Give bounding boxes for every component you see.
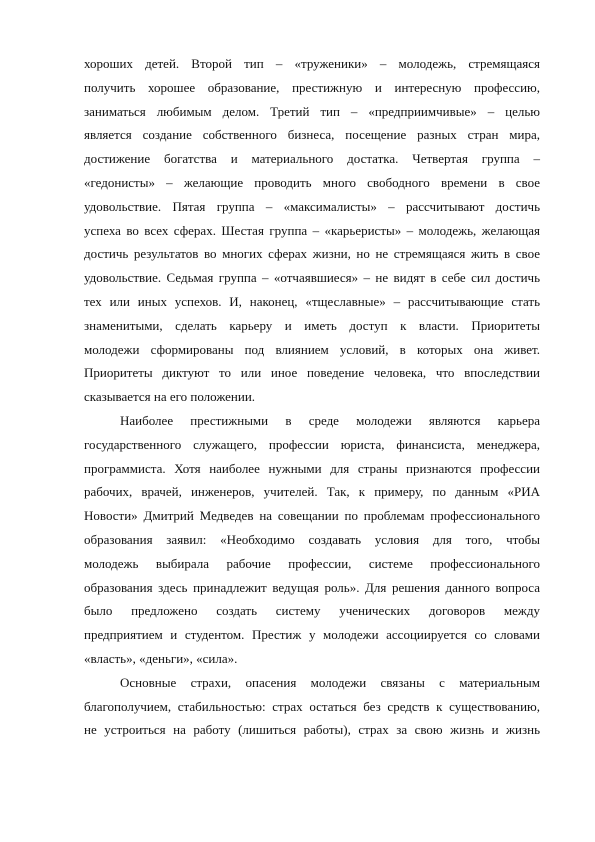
text-line: молодежи сформированы под влиянием условий, в которых она живет. xyxy=(84,341,540,357)
body-text xyxy=(84,52,540,742)
text-line: не устроиться на работу (лишиться работы), страх за свою жизнь и жизнь xyxy=(84,722,540,738)
text-line: достичь результатов во многих сферах жизни, но не стремящаяся жить в свое xyxy=(84,246,540,262)
text-line: Приоритеты диктуют то или иное поведение человека, что впоследствии xyxy=(84,365,540,381)
text-line: благополучием, стабильностью: страх остаться без средств к существованию, xyxy=(84,698,540,714)
paragraph-3 xyxy=(84,671,540,742)
text-line: успеха во всех сферах. Шестая группа – «карьеристы» – молодежь, желающая xyxy=(84,222,540,238)
text-line: знаменитыми, сделать карьеру и иметь доступ к власти. Приоритеты xyxy=(84,317,540,333)
text-line: программиста. Хотя наиболее нужными для страны признаются профессии xyxy=(84,460,540,476)
text-line: «гедонисты» – желающие проводить много свободного времени в свое xyxy=(84,174,540,190)
text-line: предприятием и студентом. Престиж у молодежи ассоциируется со словами xyxy=(84,627,540,643)
text-line: образования заявил: «Необходимо создавать условия для того, чтобы xyxy=(84,531,540,547)
paragraph-2 xyxy=(84,409,540,671)
text-line: государственного служащего, профессии юриста, финансиста, менеджера, xyxy=(84,436,540,452)
text-line: заниматься любимым делом. Третий тип – «предприимчивые» – целью xyxy=(84,103,540,119)
text-line: Новости» Дмитрий Медведев на совещании по проблемам профессионального xyxy=(84,508,540,524)
text-line: рабочих, врачей, инженеров, учителей. Так, к примеру, по данным «РИА xyxy=(84,484,540,500)
text-line: образования здесь принадлежит ведущая роль». Для решения данного вопроса xyxy=(84,579,540,595)
text-line: «власть», «деньги», «сила». xyxy=(84,650,238,666)
text-line: молодежь выбирала рабочие профессии, системе профессионального xyxy=(84,555,540,571)
text-line: Основные страхи, опасения молодежи связаны с материальным xyxy=(120,674,540,690)
text-line: сказывается на его положении. xyxy=(84,389,256,405)
paragraph-1 xyxy=(84,52,540,409)
text-line: было предложено создать систему ученических договоров между xyxy=(84,603,540,619)
text-line: удовольствие. Пятая группа – «максималисты» – рассчитывают достичь xyxy=(84,198,540,214)
text-line: является создание собственного бизнеса, посещение разных стран мира, xyxy=(84,127,540,143)
text-line: получить хорошее образование, престижную и интересную профессию, xyxy=(84,79,540,95)
text-line: тех или иных успехов. И, наконец, «тщеславные» – рассчитывающие стать xyxy=(84,293,540,309)
text-line: удовольствие. Седьмая группа – «отчаявшиеся» – не видят в себе сил достичь xyxy=(84,270,540,286)
text-line: достижение богатства и материального достатка. Четвертая группа – xyxy=(84,151,540,167)
text-line: Наиболее престижными в среде молодежи являются карьера xyxy=(120,412,540,428)
text-line: хороших детей. Второй тип – «труженики» – молодежь, стремящаяся xyxy=(84,56,540,71)
